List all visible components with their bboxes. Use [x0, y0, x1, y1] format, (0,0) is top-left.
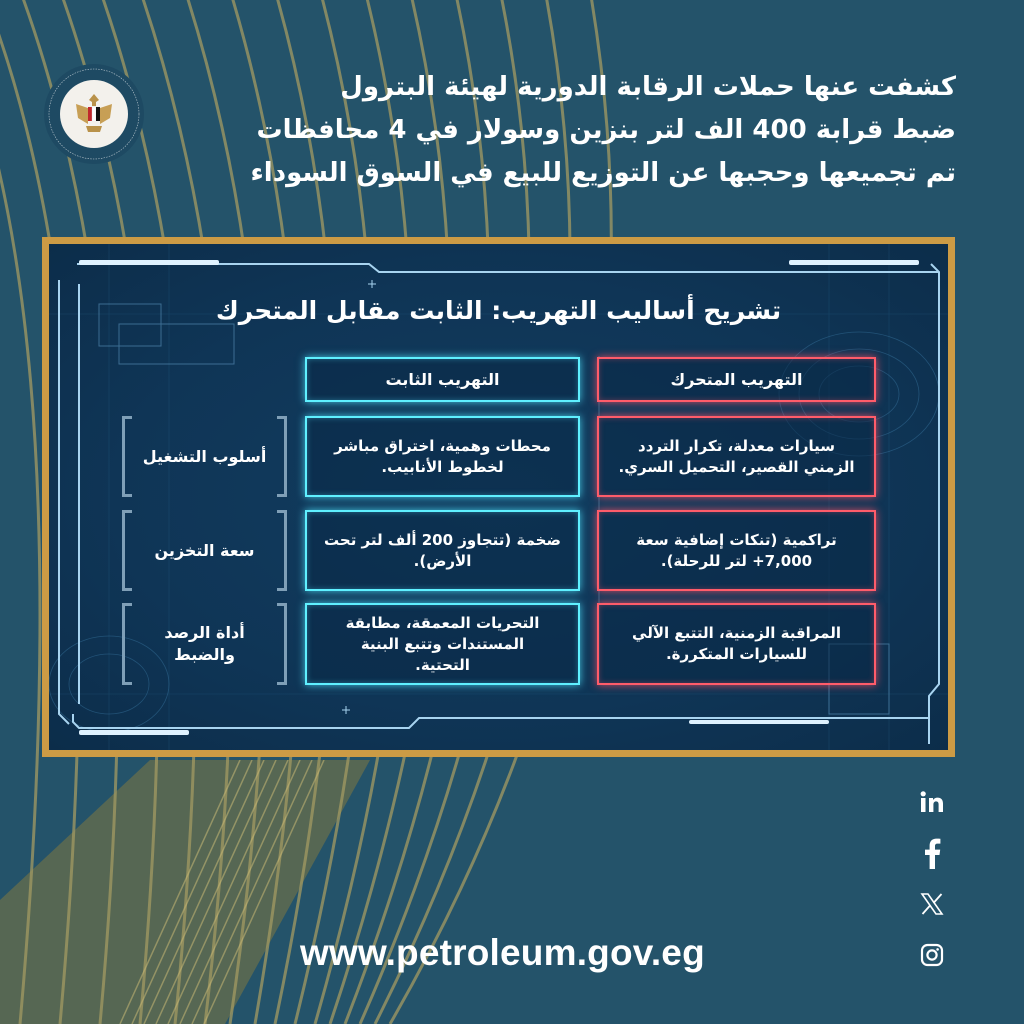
row-label-text: سعة التخزين [154, 540, 255, 560]
headline-line-3: تم تجميعها وحجبها عن التوزيع للبيع في السوق السوداء [250, 158, 956, 188]
row-label-storage [122, 510, 287, 591]
social-links [910, 780, 954, 984]
cell-text: المراقبة الزمنية، التتبع الآلي للسيارات المتكررة. [632, 624, 841, 663]
cell-mobile-operation [597, 416, 876, 497]
headline [250, 66, 956, 195]
column-header-mobile [597, 357, 876, 402]
bracket-right [277, 416, 287, 497]
infographic-panel [49, 244, 948, 750]
cell-mobile-storage [597, 510, 876, 591]
infographic-frame [42, 237, 955, 757]
column-header-mobile-label: التهريب المتحرك [670, 370, 803, 389]
cell-text: محطات وهمية، اختراق مباشر لخطوط الأنابيب. [334, 436, 551, 476]
row-label-text: أسلوب التشغيل [142, 446, 267, 466]
row-label-detection [122, 603, 287, 685]
cell-text: التحريات المعمقة، مطابقة المستندات وتتبع البنية التحتية. [345, 613, 540, 674]
bracket-right [277, 510, 287, 591]
column-header-fixed-label: التهريب الثابت [385, 370, 500, 389]
instagram-icon[interactable] [910, 933, 954, 977]
column-header-fixed [305, 357, 580, 402]
cell-fixed-detection [305, 603, 580, 685]
headline-line-2: ضبط قرابة 400 الف لتر بنزين وسولار في 4 محافظات [256, 115, 956, 145]
logo-ring [44, 64, 144, 164]
bracket-right [277, 603, 287, 685]
facebook-icon[interactable] [910, 831, 954, 875]
bracket-left [122, 416, 132, 497]
cell-fixed-operation [305, 416, 580, 497]
cell-text: تراكمية (تنكات إضافية سعة 7,000+ لتر للرحلة). [636, 530, 837, 570]
cell-mobile-detection [597, 603, 876, 685]
headline-line-1: كشفت عنها حملات الرقابة الدورية لهيئة البترول [340, 72, 956, 102]
row-label-operation [122, 416, 287, 497]
panel-title: تشريح أساليب التهريب: الثابت مقابل المتحرك [215, 296, 782, 325]
cell-text: ضخمة (تتجاوز 200 ألف لتر تحت الأرض). [324, 530, 561, 570]
bracket-left [122, 603, 132, 685]
website-url[interactable]: www.petroleum.gov.eg [300, 932, 705, 973]
cell-fixed-storage [305, 510, 580, 591]
cell-text: سيارات معدلة، تكرار التردد الزمني القصير، التحميل السري. [618, 436, 855, 476]
row-label-text: أداة الرصد والضبط [164, 623, 245, 664]
x-twitter-icon[interactable] [910, 882, 954, 926]
ministry-logo [44, 64, 144, 164]
linkedin-icon[interactable] [910, 780, 954, 824]
bracket-left [122, 510, 132, 591]
